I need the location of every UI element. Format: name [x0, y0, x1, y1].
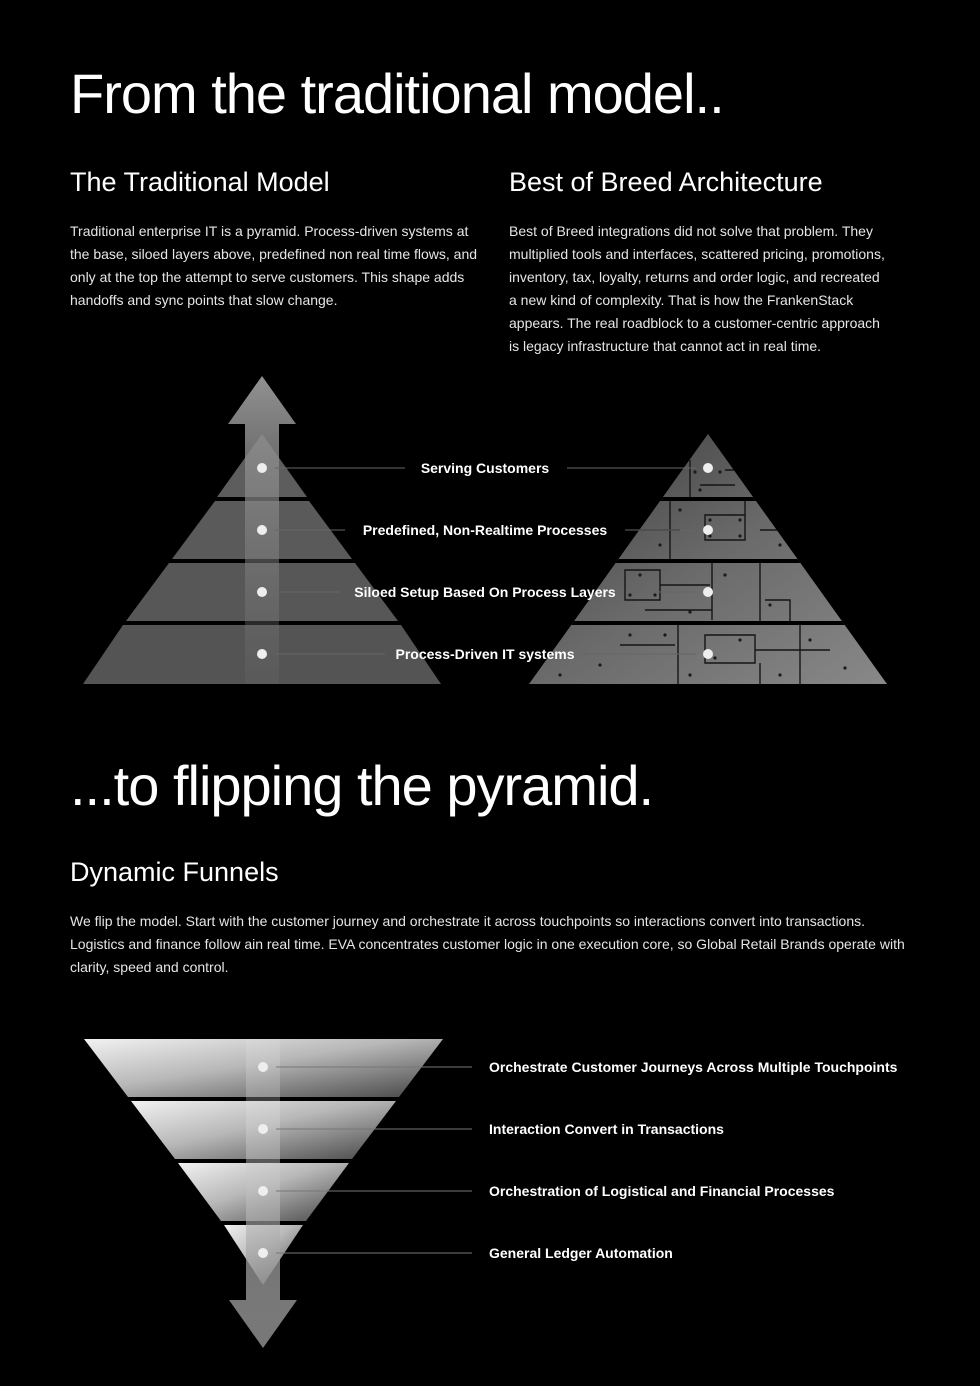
funnel-label-general-ledger: General Ledger Automation — [489, 1245, 673, 1261]
left-dot-1 — [257, 463, 267, 473]
pyramid-label-process-driven-it: Process-Driven IT systems — [395, 646, 575, 662]
dynamic-funnels-title: Dynamic Funnels — [70, 857, 279, 887]
left-dot-4 — [257, 649, 267, 659]
funnel-label-customer-journeys: Orchestrate Customer Journeys Across Multiple Touchpoints — [489, 1059, 898, 1075]
headline-bottom: ...to flipping the pyramid. — [70, 754, 654, 817]
funnel-dot-4 — [258, 1248, 268, 1258]
traditional-model-title: The Traditional Model — [70, 167, 330, 197]
pyramid-label-serving-customers: Serving Customers — [420, 460, 550, 476]
pyramid-label-predefined-processes: Predefined, Non-Realtime Processes — [362, 522, 608, 538]
best-of-breed-title: Best of Breed Architecture — [509, 167, 823, 197]
funnel-dot-2 — [258, 1124, 268, 1134]
headline-top: From the traditional model.. — [70, 62, 724, 125]
right-dot-3 — [703, 587, 713, 597]
pyramid-label-siloed-setup: Siloed Setup Based On Process Layers — [354, 584, 616, 600]
right-dot-2 — [703, 525, 713, 535]
funnel-label-logistical-financial: Orchestration of Logistical and Financial Processes — [489, 1183, 835, 1199]
best-of-breed-body: Best of Breed integrations did not solve that problem. They multiplied tools and interfaces, scattered pricing, promotions, inventory, tax, loyalty, returns and order logic, and recreated a new kind of complexity. That is how the FrankenStack appears. The real roadblock to a customer-centric approach is legacy infrastructure that cannot act in real time. — [509, 223, 885, 354]
right-dot-1 — [703, 463, 713, 473]
funnel-label-interaction-convert: Interaction Convert in Transactions — [489, 1121, 724, 1137]
funnel-dot-3 — [258, 1186, 268, 1196]
right-dot-4 — [703, 649, 713, 659]
funnel-dot-1 — [258, 1062, 268, 1072]
left-dot-2 — [257, 525, 267, 535]
left-dot-3 — [257, 587, 267, 597]
dynamic-funnels-body: We flip the model. Start with the customer journey and orchestrate it across touchpoints so interactions convert into transactions. Logistics and finance follow ain real time. EVA concentrates customer logic in one execution core, so Global Retail Brands operate with clarity, speed and control. — [70, 913, 905, 975]
traditional-model-body: Traditional enterprise IT is a pyramid. Process-driven systems at the base, siloed layers above, predefined non real time flows, and only at the top the attempt to serve customers. This shape adds handoffs and sync points that slow change. — [70, 223, 478, 308]
